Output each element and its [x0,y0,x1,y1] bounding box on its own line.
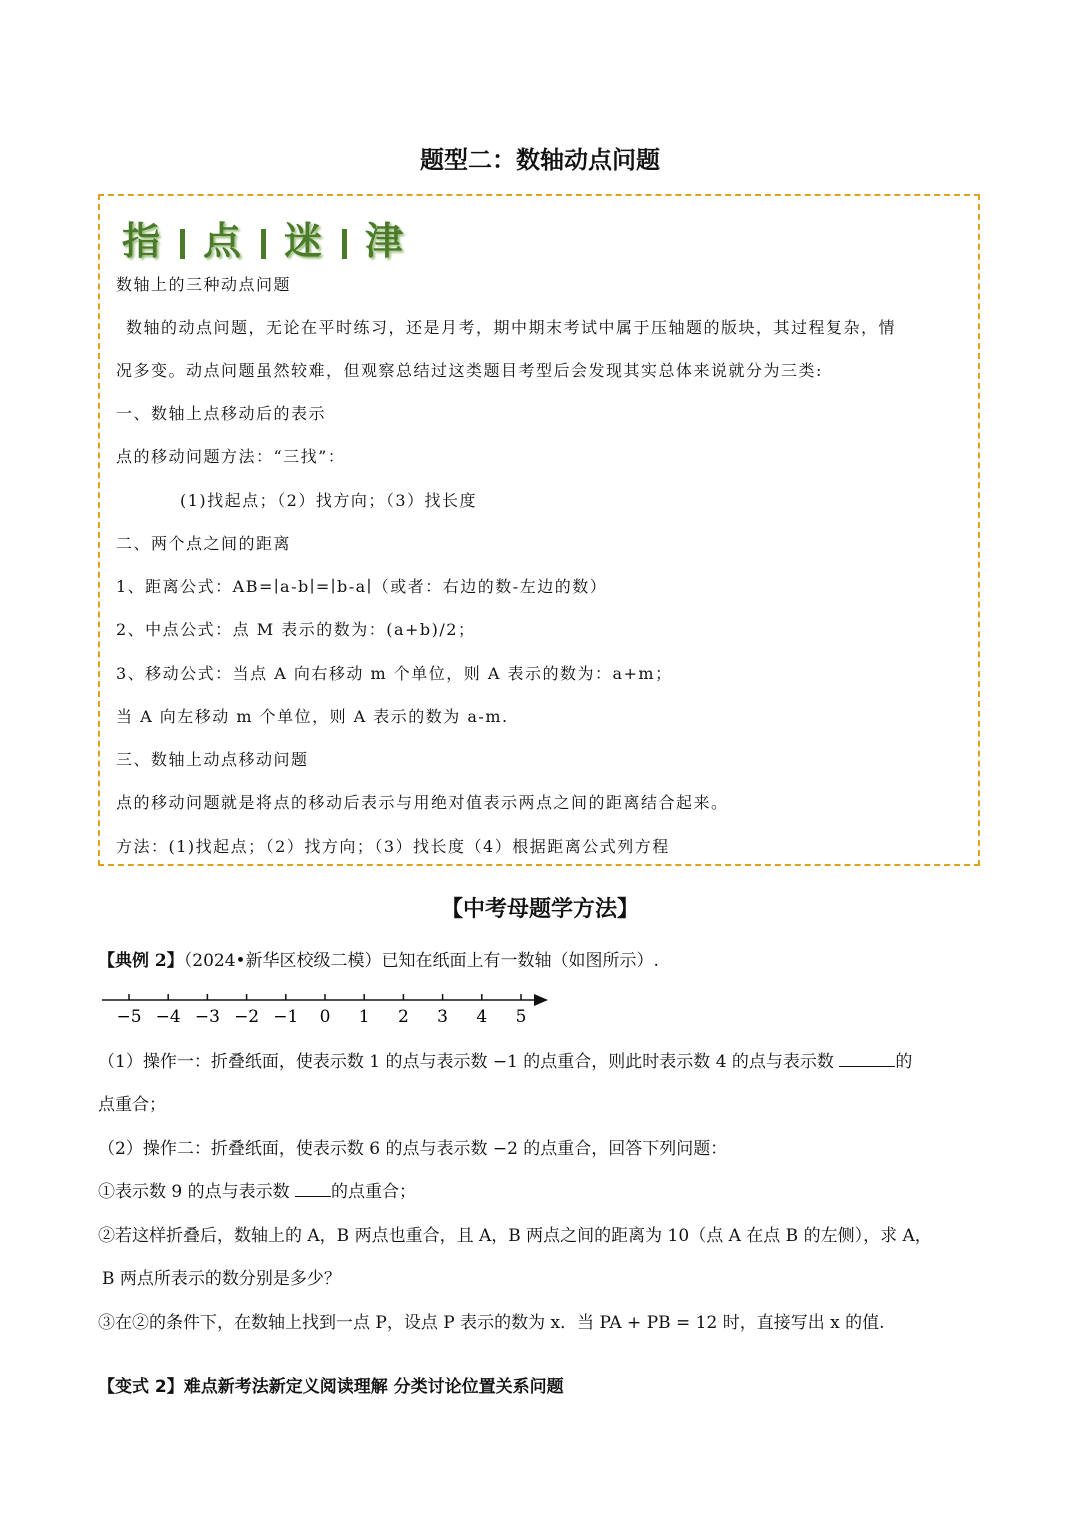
banner-divider [342,229,347,259]
tips-paragraph: 况多变。动点问题虽然较难，但观察总结过这类题目考型后会发现其实总体来说就分为三类: [116,361,823,380]
question-2-2: ②若这样折叠后，数轴上的 A，B 两点也重合，且 A，B 两点之间的距离为 10（点 A 在点 B 的左侧），求 A， [98,1226,932,1246]
example-text: （2024•新华区校级二模）已知在纸面上有一数轴（如图所示）. [183,951,659,971]
banner-divider [261,229,266,259]
question-text: ①表示数 9 的点与表示数 [98,1182,290,1202]
number-line-label: 3 [437,1007,449,1027]
number-line-label: −3 [194,1007,220,1027]
section-title: 【中考母题学方法】 [440,897,639,922]
question-2-2-cont: B 两点所表示的数分别是多少？ [102,1269,341,1289]
variant-heading [98,1372,564,1397]
answer-blank[interactable] [839,1052,895,1067]
tips-formula: 2、中点公式：点 M 表示的数为：(a+b)/2； [116,620,476,639]
banner-char: 津 [365,219,406,263]
tips-box [98,194,980,866]
tips-subheading: 三、数轴上动点移动问题 [116,750,309,769]
tips-banner [122,210,405,265]
number-line-label: 4 [476,1007,488,1027]
question-1-text: 的 [895,1052,913,1072]
page-title: 题型二：数轴动点问题 [420,146,660,174]
number-line-label: 0 [319,1007,331,1027]
variant-label: 【变式 2】 [98,1377,184,1397]
number-line-label: 2 [397,1007,409,1027]
number-line-arrow [534,994,548,1006]
example-intro [98,946,659,971]
variant-text: 难点新考法新定义阅读理解 分类讨论位置关系问题 [183,1377,564,1397]
tips-formula: 3、移动公式：当点 A 向右移动 m 个单位，则 A 表示的数为：a+m； [116,664,673,683]
tips-paragraph: 方法：(1)找起点；（2）找方向；（3）找长度（4）根据距离公式列方程 [116,837,670,856]
number-line-label: −4 [155,1007,181,1027]
tips-formula: 当 A 向左移动 m 个单位，则 A 表示的数为 a-m. [116,707,509,726]
question-2-3: ③在②的条件下，在数轴上找到一点 P，设点 P 表示的数为 x．当 PA + PB = 12 时，直接写出 x 的值. [98,1313,885,1333]
tips-paragraph: 点的移动问题就是将点的移动后表示与用绝对值表示两点之间的距离结合起来。 [116,793,729,812]
tips-heading: 数轴上的三种动点问题 [116,275,292,294]
number-line-label: 5 [515,1007,527,1027]
banner-char: 迷 [284,219,325,263]
number-line-label: −2 [234,1007,260,1027]
number-line-figure [98,988,558,1028]
question-1-cont: 点重合； [98,1095,166,1115]
banner-char: 指 [122,219,163,263]
tips-paragraph: 点的移动问题方法：“三找”： [116,447,346,466]
question-2-1 [98,1177,416,1202]
tips-paragraph: 数轴的动点问题，无论在平时练习，还是月考，期中期末考试中属于压轴题的版块，其过程复杂，情 [126,318,897,337]
question-1 [98,1047,912,1072]
example-label: 【典例 2】 [98,951,184,971]
question-2: （2）操作二：折叠纸面，使表示数 6 的点与表示数 −2 的点重合，回答下列问题： [98,1139,728,1159]
banner-divider [180,229,185,259]
question-1-text: （1）操作一：折叠纸面，使表示数 1 的点与表示数 −1 的点重合，则此时表示数 4 的点与表示数 [98,1052,834,1072]
number-line-label: −1 [273,1007,299,1027]
tips-formula: 1、距离公式：AB=∣a-b∣=∣b-a∣（或者：右边的数-左边的数） [116,577,608,596]
number-line-label: −5 [116,1007,142,1027]
number-line-label: 1 [358,1007,370,1027]
tips-paragraph: (1)找起点；（2）找方向；（3）找长度 [180,491,478,510]
tips-subheading: 一、数轴上点移动后的表示 [116,404,327,423]
question-text: 的点重合； [331,1182,417,1202]
banner-char: 点 [203,219,244,263]
answer-blank[interactable] [295,1182,331,1197]
tips-subheading: 二、两个点之间的距离 [116,534,292,553]
